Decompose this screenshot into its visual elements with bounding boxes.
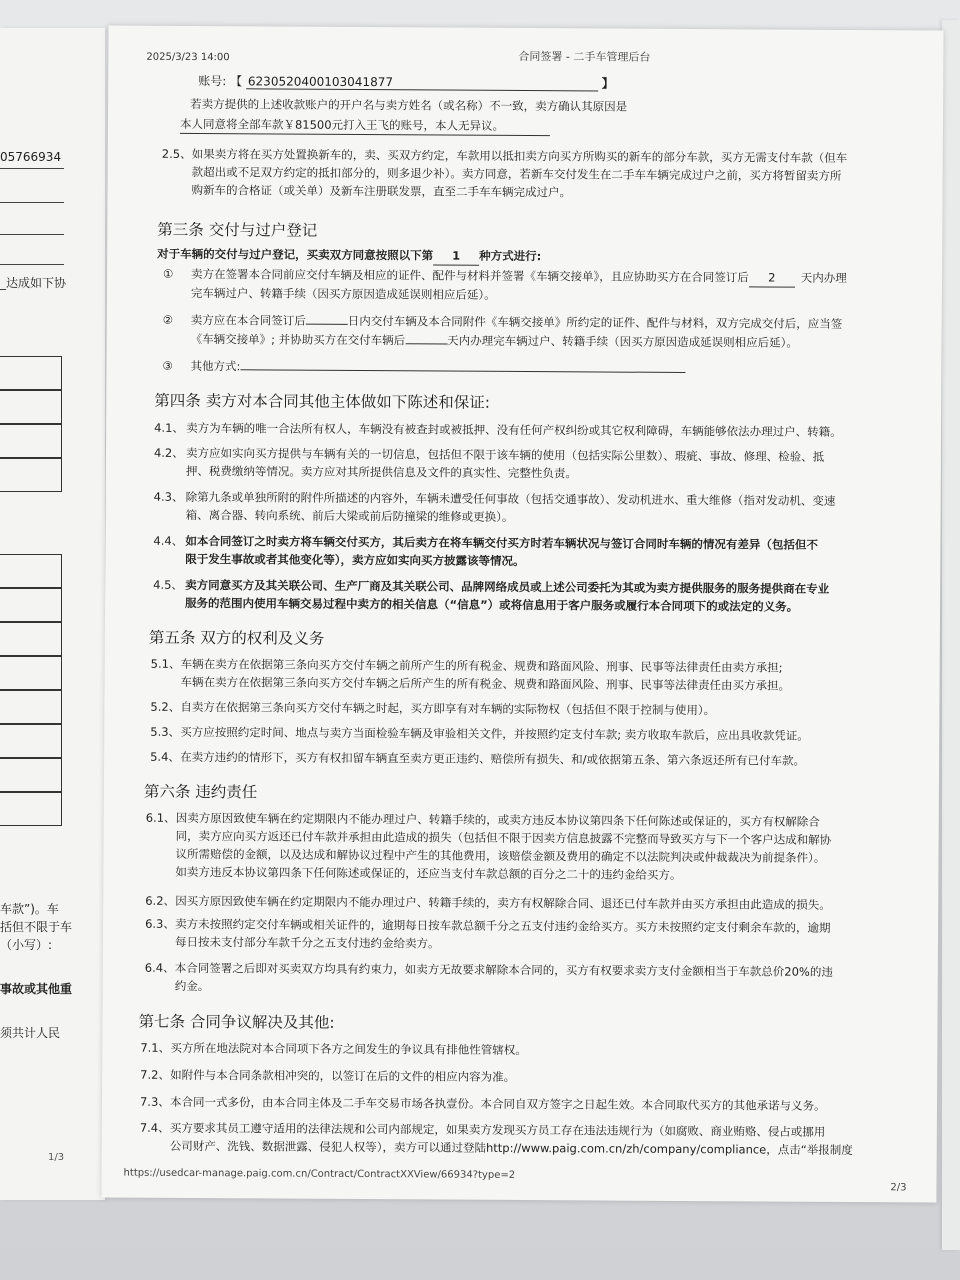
- option-2-line2: 《车辆交接单》; 并协助买方在交付车辆后 天内办理完车辆过户、转籍手续（因买方原因造成延误则相应后延）。: [190, 331, 798, 350]
- clause-2-5-line2: 款超出或不足双方约定的抵扣部分的，则多退少补）。卖方同意，若新车交付发生在二手车车辆完成过户之前，买方将暂留卖方所: [191, 164, 842, 183]
- clause-number: 7.2、: [140, 1067, 171, 1082]
- clause-4-3-line1: 除第九条或单独所附的附件所描述的内容外，车辆未遭受任何事故（包括交通事故）、发动机进水、重大维修（指对发动机、变速: [185, 489, 836, 508]
- clause-number: 5.2、: [150, 699, 181, 714]
- clause-6-4-line1: 本合同签署之后即对买卖双方均具有约束力，如卖方无故要求解除本合同的，买方有权要求卖方支付金额相当于车款总价20%的违: [174, 960, 833, 979]
- clause-4-5-line2: 服务的范围内使用车辆交易过程中卖方的相关信息（“信息”）或将信息用于客户服务或履行本合同项下的或法定的义务。: [185, 595, 799, 614]
- clause-6-1-line2: 同，卖方应向买方返还已付车款并承担由此造成的损失（包括但不限于因卖方信息披露不完整而导致买方与下一个客户达成和解协: [175, 828, 832, 847]
- clause-6-1-line4: 如卖方违反本协议第四条下任何陈述或保证的，还应当支付车款总额的百分之二十的违约金给买方。: [175, 864, 682, 882]
- option-3-mark: ③: [162, 358, 173, 373]
- clause-number: 6.1、: [145, 810, 176, 825]
- clause-4-2-line1: 卖方应如实向买方提供与车辆有关的一切信息，包括但不限于该车辆的使用（包括实际公里数）、瑕疵、事故、修理、检验、抵: [185, 445, 825, 464]
- article-4-title: 第四条 卖方对本合同其他主体做如下陈述和保证:: [154, 391, 491, 412]
- footer-url: https://usedcar-manage.paig.com.cn/Contract/ContractXXView/66934?type=2: [123, 1167, 516, 1181]
- print-date: 2025/3/23 14:00: [146, 51, 230, 64]
- account-mismatch-line1: 若卖方提供的上述收款账户的开户名与卖方姓名（或名称）不一致，卖方确认其原因是: [190, 96, 628, 114]
- account-number: 6230520400103041877: [246, 74, 598, 91]
- clause-7-3: 本合同一式多份，由本合同主体及二手车交易市场各执壹份。本合同自双方签字之日起生效。本合同取代买方的其他承诺与义务。: [169, 1094, 826, 1113]
- account-mismatch-reason: 本人同意将全部车款￥81500元打入王飞的账号，本人无异议。: [180, 116, 550, 136]
- account-row: [198, 72, 614, 92]
- clause-5-1-line1: 车辆在卖方在依据第三条向买方交付车辆之前所产生的所有税金、规费和路面风险、刑事、民事等法律责任由卖方承担;: [180, 656, 783, 675]
- option-1-days: 2: [749, 269, 795, 287]
- clause-7-2: 如附件与本合同条款相冲突的，以签订在后的文件的相应内容为准。: [170, 1067, 516, 1084]
- left-underline: [0, 168, 64, 169]
- page-title: 合同签署 - 二手车管理后台: [518, 49, 651, 64]
- clause-4-3-line2: 箱、离合器、转向系统、前后大梁或前后防撞梁的维修或更换）。: [185, 507, 514, 524]
- left-table-cell: [0, 724, 62, 758]
- option-3-line: 其他方式:: [190, 358, 685, 378]
- clause-number: 5.1、: [150, 656, 181, 671]
- left-table-cell: [0, 690, 62, 724]
- left-table-cell: [0, 792, 62, 826]
- article-3-intro: 对于车辆的交付与过户登记，买卖双方同意按照以下第 1 种方式进行:: [157, 246, 541, 266]
- clause-number: 4.4、: [153, 533, 184, 548]
- clause-6-3-line1: 卖方未按照约定交付车辆或相关证件的，逾期每日按车款总额千分之五支付违约金给买方。买方未按照约定支付剩余车款的，逾期: [175, 916, 831, 935]
- clause-4-2-line2: 押、税费缴纳等情况。卖方应对其所提供信息及文件的真实性、完整性负责。: [185, 463, 577, 481]
- left-page-number: 1/3: [48, 1152, 65, 1163]
- left-frag-agree: _达成如下协: [0, 276, 67, 290]
- clause-5-3: 买方应按照约定时间、地点与卖方当面检验车辆及审验相关文件，并按照约定支付车款; 卖方收取车款后，应出具收款凭证。: [180, 724, 809, 743]
- clause-6-4-line2: 约金。: [174, 978, 210, 994]
- clause-number: 5.3、: [150, 724, 181, 739]
- clause-5-4: 在卖方违约的情形下，买方有权扣留车辆直至卖方更正违约、赔偿所有损失、和/或依据第五条、第六条返还所有已付车款。: [180, 749, 806, 768]
- page-number: 2/3: [890, 1182, 907, 1194]
- article-3-title: 第三条 交付与过户登记: [157, 220, 318, 240]
- article-7-title: 第七条 合同争议解决及其他:: [138, 1012, 335, 1032]
- left-frag-carfund: 车款”)。车: [0, 902, 59, 916]
- clause-number: 6.3、: [145, 916, 175, 931]
- left-frag-notlimited: 括但不限于车: [0, 920, 73, 934]
- clause-4-1: 卖方为车辆的唯一合法所有权人，车辆没有被查封或被抵押、没有任何产权纠纷或其它权利障碍，车辆能够依法办理过户、转籍。: [186, 420, 842, 439]
- clause-6-1-line3: 议所需赔偿的金额，以及达成和解协议过程中产生的其他费用，该赔偿金额及费用的确定不以法院判决或仲裁裁决为前提条件）。: [175, 846, 826, 865]
- next-page-edge: [942, 20, 960, 1250]
- clause-number: 7.3、: [139, 1094, 170, 1109]
- delivery-option-choice: 1: [433, 247, 479, 265]
- left-table-cell: [0, 554, 62, 588]
- clause-6-1-line1: 因卖方原因致使车辆在约定期限内不能办理过户、转籍手续的，或卖方违反本协议第四条下任何陈述或保证的，买方有权解除合: [175, 810, 820, 829]
- left-frag-accident: 事故或其他重: [0, 982, 73, 996]
- clause-7-4-line1: 买方要求其员工遵守适用的法律法规和公司内部规定，如果卖方发现买方员工存在违法违规行为（如腐败、商业贿赂、侵占或挪用: [169, 1120, 826, 1139]
- clause-4-5-line1: 卖方同意买方及其关联公司、生产厂商及其关联公司、品牌网络成员或上述公司委托为其或为卖方提供服务的服务提供商在专业: [185, 577, 830, 596]
- clause-4-4-line2: 限于发生事故或者其他变化等），卖方应如实向买方披露该等情况。: [185, 551, 525, 569]
- clause-number: 4.1、: [154, 420, 184, 435]
- left-table-cell: [0, 656, 62, 690]
- clause-number: 4.3、: [153, 489, 184, 504]
- left-table-cell: [0, 588, 62, 622]
- clause-number: 4.5、: [153, 577, 184, 592]
- left-table-cell: [0, 458, 62, 492]
- clause-7-1: 买方所在地法院对本合同项下各方之间发生的争议具有排他性管辖权。: [170, 1040, 527, 1058]
- clause-number: 7.4、: [139, 1120, 170, 1135]
- previous-page-edge: [0, 28, 105, 1200]
- clause-number: 2.5、: [161, 146, 192, 161]
- clause-number: 4.2、: [153, 445, 184, 460]
- left-table-cell: [0, 356, 62, 390]
- left-table-cell: [0, 758, 62, 792]
- clause-7-4-line2: 公司财产、洗钱、数据泄露、侵犯人权等），卖方可以通过登陆http://www.paig.com.cn/zh/company/compliance，点击“举报制度: [169, 1138, 853, 1158]
- option-1-line2: 完车辆过户、转籍手续（因买方原因造成延误则相应后延）。: [190, 285, 496, 302]
- account-bracket: 】: [601, 76, 614, 91]
- left-frag-number: 05766934: [0, 150, 62, 164]
- contract-page: [101, 25, 943, 1202]
- left-underline: [0, 202, 64, 203]
- left-frag-people: 须共计人民: [0, 1026, 61, 1040]
- clause-number: 6.4、: [144, 960, 175, 975]
- account-label: 账号: 【: [198, 74, 243, 89]
- article-5-title: 第五条 双方的权利及义务: [148, 628, 325, 648]
- clause-6-3-line2: 每日按未支付部分车款千分之五支付违约金给卖方。: [174, 934, 440, 951]
- clause-5-2: 自卖方在依据第三条向买方交付车辆之时起，买方即享有对车辆的实际物权（包括但不限于控制与使用）。: [180, 699, 716, 718]
- clause-4-4-line1: 如本合同签订之时卖方将车辆交付买方，其后卖方在将车辆交付买方时若车辆状况与签订合同时车辆的情况有差异（包括但不: [185, 533, 818, 552]
- left-table-cell: [0, 622, 62, 656]
- left-frag-small: （小写）:: [0, 938, 53, 952]
- clause-number: 5.4、: [150, 749, 180, 764]
- clause-2-5-line1: 如果卖方将在买方处置换新车的，卖、买双方约定，车款用以抵扣卖方向买方所购买的新车的部分车款，买方无需支付车款（但车: [191, 146, 848, 165]
- option-1-mark: ①: [163, 266, 174, 281]
- left-table-cell: [0, 424, 62, 458]
- option-2-mark: ②: [162, 312, 174, 327]
- clause-5-1-line2: 车辆在卖方在依据第三条向买方交付车辆之后所产生的所有税金、规费和路面风险、刑事、民事等法律责任由买方承担。: [180, 674, 791, 693]
- article-6-title: 第六条 违约责任: [143, 782, 258, 802]
- clause-2-5-line3: 购新车的合格证（或关单）及新车注册联发票，直至二手车车辆完成过户。: [191, 182, 572, 200]
- option-1-line1: 卖方在签署本合同前应交付车辆及相应的证件、配件与材料并签署《车辆交接单》，且应协助买方在合同签订后 2 天内办理: [191, 266, 847, 288]
- clause-6-2: 因买方原因致使车辆在约定期限内不能办理过户、转籍手续的，卖方有权解除合同、退还已付车款并由买方承担由此造成的损失。: [175, 893, 831, 912]
- clause-number: 7.1、: [140, 1040, 171, 1055]
- left-table-cell: [0, 390, 62, 424]
- option-2-line1: 卖方应在本合同签订后 日内交付车辆及本合同附件《车辆交接单》所约定的证件、配件与材料，双方完成交付后，应当签: [190, 312, 843, 331]
- clause-number: 6.2、: [145, 893, 176, 908]
- left-underline: [0, 264, 64, 265]
- left-underline: [0, 234, 64, 235]
